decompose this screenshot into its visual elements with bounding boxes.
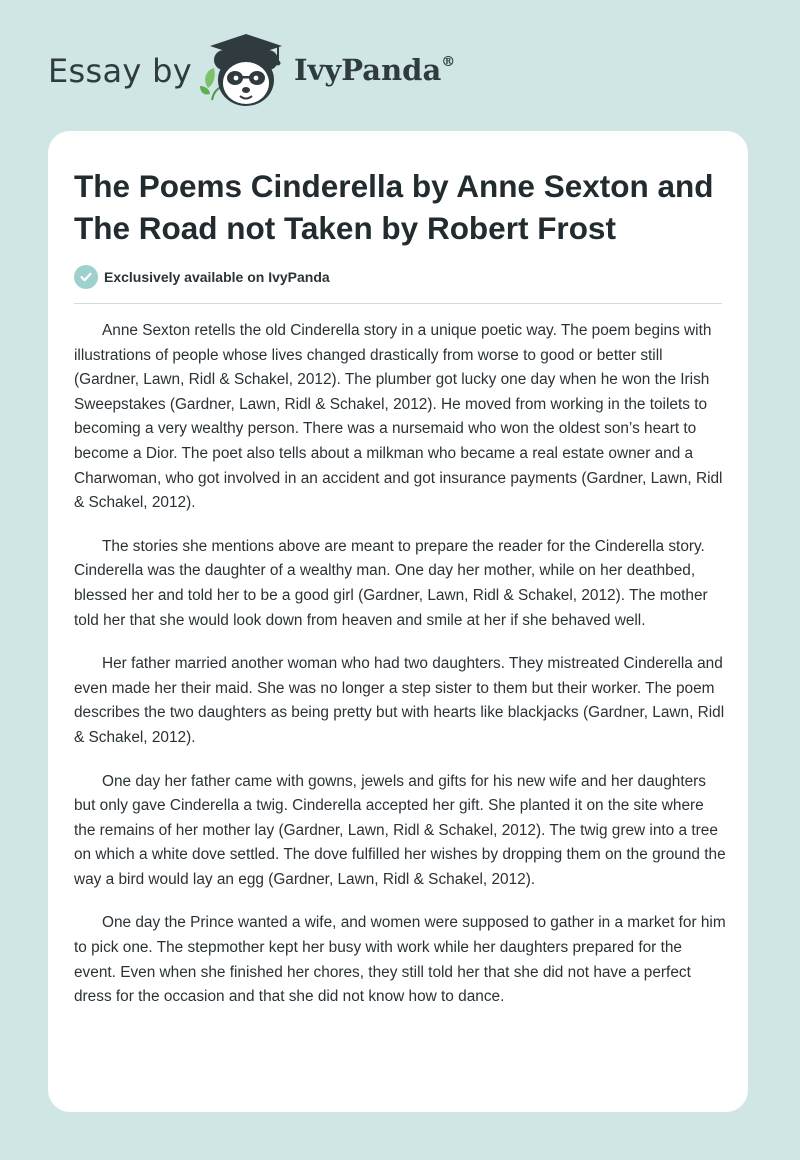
article-body: [74, 319, 726, 1029]
exclusive-badge-label: Exclusively available on IvyPanda: [104, 269, 330, 285]
exclusive-badge: [74, 264, 330, 290]
paragraph-4: One day her father came with gowns, jewels and gifts for his new wife and her daughters but only gave Cinderella a twig. Cinderella accepted her gift. She planted it on the site where the remains of her mother lay (Gardner, Lawn, Ridl & Schakel, 2012). The twig grew into a tree on which a white dove settled. The dove fulfilled her wishes by dropping them on the ground the way a bird would lay an egg (Gardner, Lawn, Ridl & Schakel, 2012).: [74, 772, 726, 888]
registered-mark: ®: [441, 54, 456, 71]
paragraph-2: The stories she mentions above are meant to prepare the reader for the Cinderella story. Cinderella was the daughter of a wealthy man. One day her mother, while on her deathbed, blessed her and told her to be a good girl (Gardner, Lawn, Ridl & Schakel, 2012). The mother told her that she would look down from heaven and smile at her if she behaved well.: [74, 537, 708, 629]
article-title: The Poems Cinderella by Anne Sexton and The Road not Taken by Robert Frost: [74, 168, 714, 246]
paragraph-5: One day the Prince wanted a wife, and women were supposed to gather in a market for him to pick one. The stepmother kept her busy with work while her daughters prepared for the event. Even when she finished her chores, they still told her that she did not have a perfect dress for the occasion and that she did not know how to dance.: [74, 914, 726, 1006]
article-card: [48, 131, 748, 1112]
paragraph-3: Her father married another woman who had two daughters. They mistreated Cinderella and even made her their maid. She was no longer a step sister to them but their worker. The poem describes the two daughters as being pretty but with hearts like blackjacks (Gardner, Lawn, Ridl & Schakel, 2012).: [74, 655, 725, 746]
check-circle-icon: [74, 265, 98, 289]
title-divider: [74, 303, 722, 304]
site-header: [48, 30, 748, 110]
panda-logo-icon: [200, 30, 292, 110]
brand-name: [294, 53, 455, 87]
essay-by-label: Essay by: [48, 52, 192, 90]
paragraph-1: Anne Sexton retells the old Cinderella story in a unique poetic way. The poem begins with illustrations of people whose lives changed drastically from worse to good or better still (Gardner, Lawn, Ridl & Schakel, 2012). The plumber got lucky one day when he won the Irish Sweepstakes (Gardner, Lawn, Ridl & Schakel, 2012). He moved from working in the toilets to becoming a very wealthy person. There was a nursemaid who won the oldest son’s heart to become a Dior. The poet also tells about a milkman who became a real estate owner and a Charwoman, who got involved in an accident and got insurance payments (Gardner, Lawn, Ridl & Schakel, 2012).: [74, 322, 723, 512]
brand-name-text: IvyPanda: [294, 53, 442, 87]
